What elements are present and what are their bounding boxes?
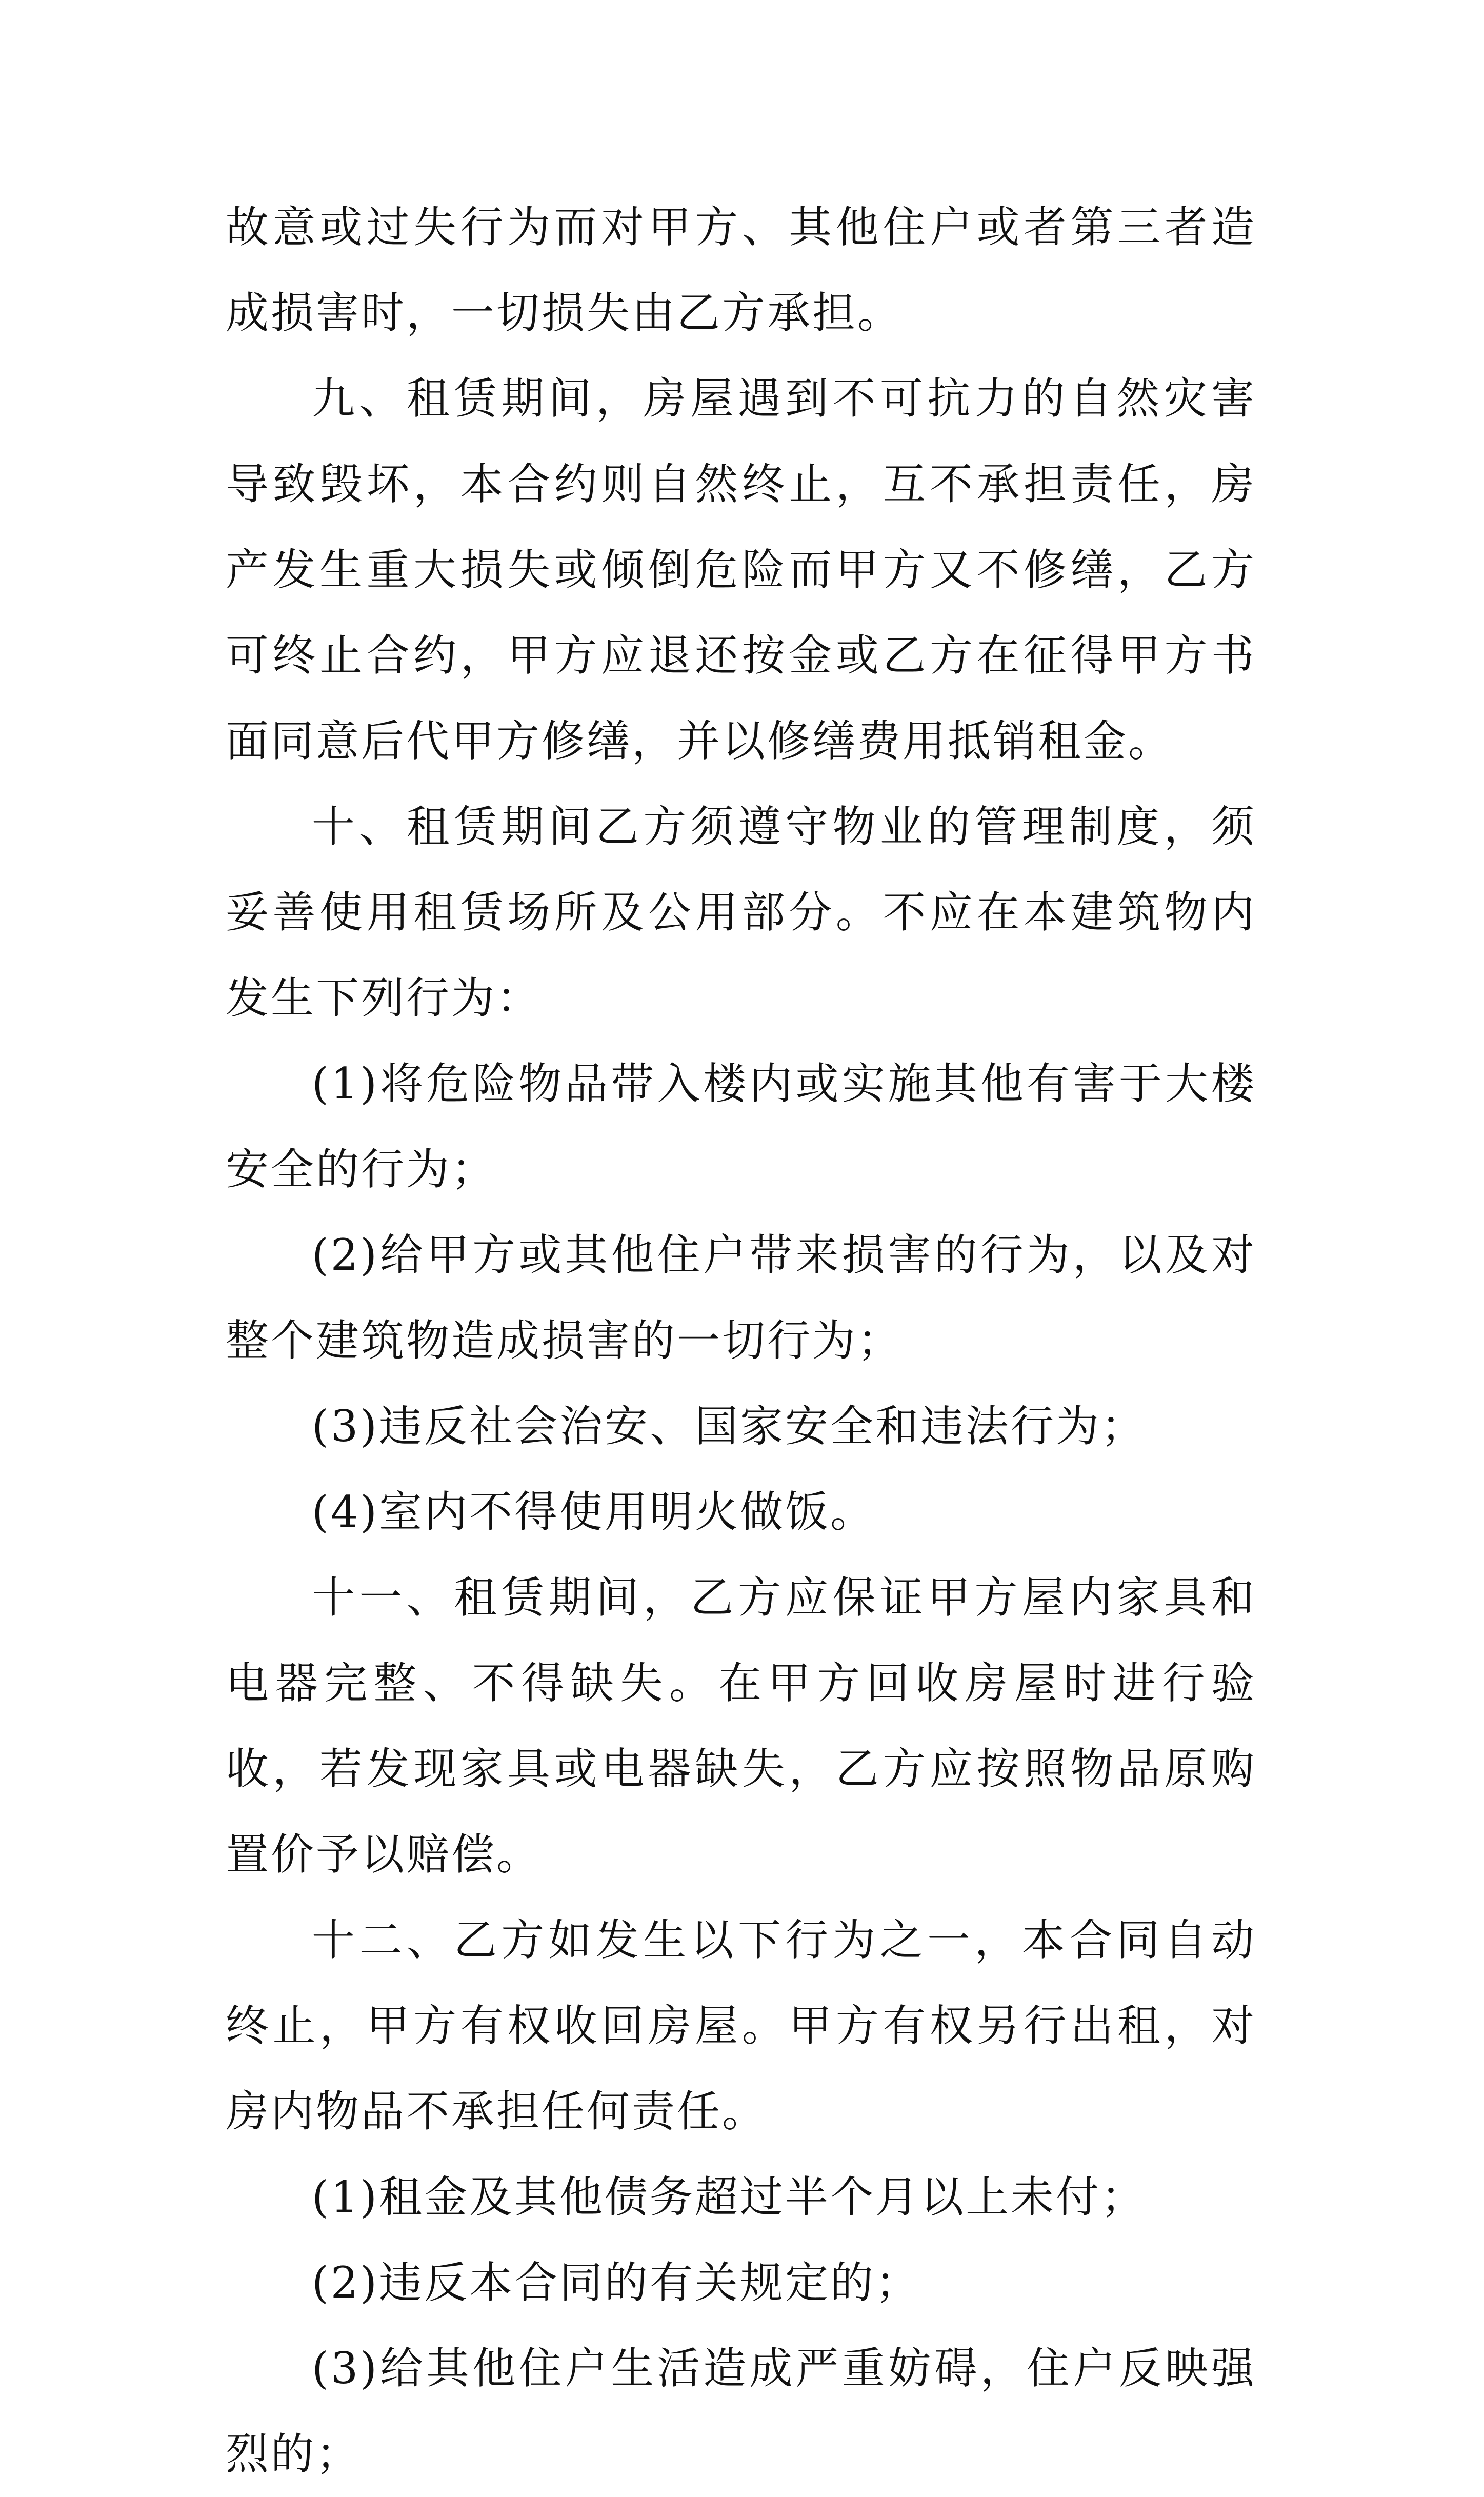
paragraph-clause-9: 九、租赁期间，房屋遇到不可抗力的自然灾害导致毁坏，本合约则自然终止，互不承担责任，房产发生重大损失或倾倒危险而甲方又不修缮，乙方可终止合约，甲方应退还按金或乙方在征得甲方书面同意后代甲方修缮，并以修缮费用抵销租金。	[226, 373, 1256, 766]
paragraph-clause-12-item-3: (3)给其他住户生活造成严重妨碍，住户反映强烈的；	[226, 2343, 1256, 2479]
paragraph-clause-10-item-2: (2)给甲方或其他住户带来损害的行为，以及对整个建筑物造成损害的一切行为；	[226, 1230, 1256, 1366]
paragraph-clause-11: 十一、租赁期间，乙方应保证甲方屋内家具和电器完整、不得缺失。在甲方回收房屋时进行验收，若发现家具或电器缺失，乙方应按照物品原购置价予以赔偿。	[226, 1572, 1256, 1880]
paragraph-continuation: 故意或过失行为而对甲方、其他住户或者第三者造成损害时，一切损失由乙方承担。	[226, 202, 1256, 338]
paragraph-clause-10-item-4: (4)室内不得使用明火做饭。	[312, 1487, 875, 1537]
paragraph-clause-12: 十二、乙方如发生以下行为之一，本合同自动终止，甲方有权收回房屋。甲方有权另行出租，对房内物品不承担任何责任。	[226, 1915, 1256, 2136]
paragraph-clause-10-item-3: (3)违反社会治安、国家安全和违法行为；	[312, 1401, 1146, 1451]
paragraph-clause-10-item-1: (1)将危险物品带入楼内或实施其他有害于大楼安全的行为；	[226, 1058, 1256, 1194]
contract-body	[226, 185, 1256, 2497]
paragraph-clause-12-item-2: (2)违反本合同的有关规定的；	[312, 2258, 920, 2308]
paragraph-clause-12-item-1: (1)租金及其他债务超过半个月以上未付；	[312, 2172, 1146, 2222]
paragraph-clause-10: 十、租赁期间乙方须遵守物业的管理制度，须妥善使用租赁场所及公用部分。不应在本建筑物内发生下列行为：	[226, 802, 1256, 1023]
